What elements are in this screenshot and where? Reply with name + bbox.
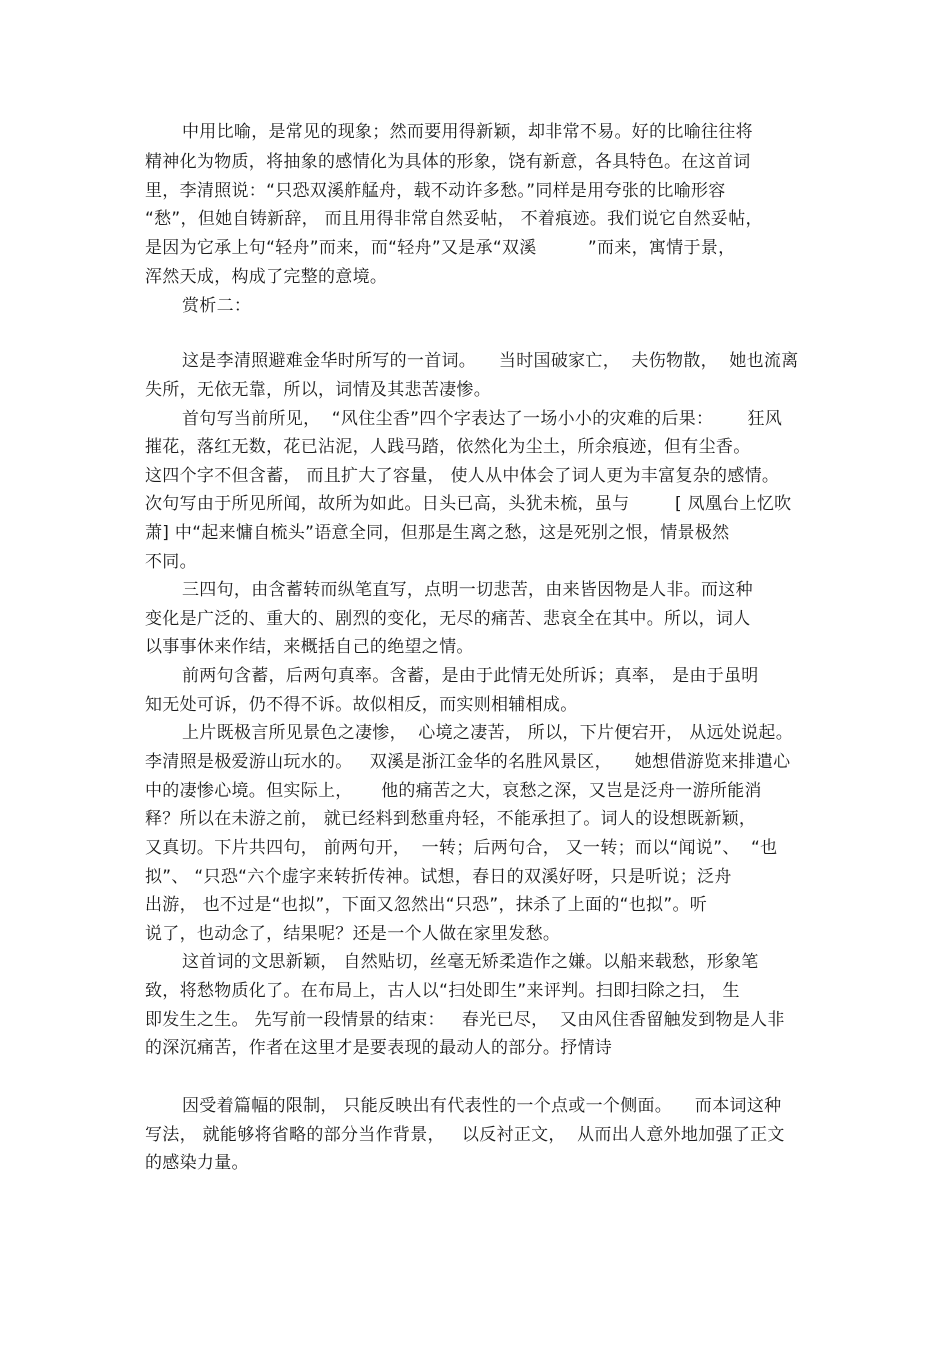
text-line: 又真切。下片共四句， 前两句开， 一转；后两句合， 又一转；而以“闻说”、 “也: [145, 838, 778, 858]
text-line: 写法， 就能够将省略的部分当作背景， 以反衬正文， 从而出人意外地加强了正文: [145, 1125, 785, 1145]
text-line: 知无处可诉，仍不得不诉。故似相反，而实则相辅相成。: [145, 695, 578, 715]
text-line: 里，李清照说：“只恐双溪舴艋舟，载不动许多愁。”同样是用夸张的比喻形容: [145, 181, 726, 201]
text-line: 说了，也动念了，结果呢？还是一个人做在家里发愁。: [145, 924, 561, 944]
text-line: 中用比喻，是常见的现象；然而要用得新颖，却非常不易。好的比喻往往将: [182, 122, 753, 142]
text-line: 这首词的文思新颖， 自然贴切，丝毫无矫柔造作之嫌。以船来载愁，形象笔: [182, 952, 759, 972]
text-line: 出游， 也不过是“也拟”，下面又忽然出“只恐”，抹杀了上面的“也拟”。听: [145, 895, 708, 915]
text-line: 不同。: [145, 552, 197, 572]
text-line: 摧花，落红无数，花已沾泥，人践马踏，依然化为尘土，所余痕迹，但有尘香。: [145, 437, 751, 457]
text-line: 释？所以在未游之前， 就已经料到愁重舟轻，不能承担了。词人的设想既新颖，: [145, 809, 757, 829]
text-line: 的深沉痛苦，作者在这里才是要表现的最动人的部分。抒情诗: [145, 1038, 613, 1058]
text-line: 这四个字不但含蓄， 而且扩大了容量， 使人从中体会了词人更为丰富复杂的感情。: [145, 466, 780, 486]
text-line: 中的凄惨心境。但实际上， 他的痛苦之大，哀愁之深，又岂是泛舟一游所能消: [145, 781, 762, 801]
text-line: 萧] 中“起来慵自梳头”语意全同，但那是生离之愁，这是死别之恨，情景极然: [145, 523, 730, 543]
text-line: 三四句，由含蓄转而纵笔直写，点明一切悲苦，由来皆因物是人非。而这种: [182, 580, 753, 600]
text-line: 是因为它承上句“轻舟”而来，而“轻舟”又是承“双溪 ”而来，寓情于景，: [145, 238, 736, 258]
text-line: 李清照是极爱游山玩水的。 双溪是浙江金华的名胜风景区， 她想借游览来排遣心: [145, 752, 791, 772]
section-heading: 赏析二：: [182, 296, 252, 316]
text-line: 因受着篇幅的限制， 只能反映出有代表性的一个点或一个侧面。 而本词这种: [182, 1096, 782, 1116]
text-line: 致，将愁物质化了。在布局上，古人以“扫处即生”来评判。扫即扫除之扫， 生: [145, 981, 740, 1001]
text-line: 次句写由于所见所闻，故所为如此。日头已高，头犹未梳，虽与 [ 凤凰台上忆吹: [145, 494, 792, 514]
text-line: 失所，无依无靠，所以，词情及其悲苦凄惨。: [145, 380, 491, 400]
text-line: 的感染力量。: [145, 1153, 249, 1173]
text-line: 前两句含蓄，后两句真率。含蓄，是由于此情无处所诉；真率， 是由于虽明: [182, 666, 759, 686]
text-line: 首句写当前所见， “风住尘香”四个字表达了一场小小的灾难的后果： 狂风: [182, 409, 783, 429]
text-line: 精神化为物质，将抽象的感情化为具体的形象，饶有新意，各具特色。在这首词: [145, 152, 751, 172]
text-line: 上片既极言所见景色之凄惨， 心境之凄苦， 所以，下片便宕开， 从远处说起。: [182, 723, 794, 743]
text-line: 浑然天成，构成了完整的意境。: [145, 267, 388, 287]
text-line: 以事事休来作结，来概括自己的绝望之情。: [145, 637, 474, 657]
text-line: 变化是广泛的、重大的、剧烈的变化，无尽的痛苦、悲哀全在其中。所以，词人: [145, 609, 751, 629]
text-line: 拟”、 “只恐“六个虚字来转折传神。试想，春日的双溪好呀，只是听说；泛舟: [145, 867, 732, 887]
text-line: 即发生之生。 先写前一段情景的结束： 春光已尽， 又由风住香留触发到物是人非: [145, 1010, 785, 1030]
text-line: “愁”，但她自铸新辞， 而且用得非常自然妥帖， 不着痕迹。我们说它自然妥帖，: [145, 209, 763, 229]
text-line: 这是李清照避难金华时所写的一首词。 当时国破家亡， 夫伤物散， 她也流离: [182, 351, 799, 371]
